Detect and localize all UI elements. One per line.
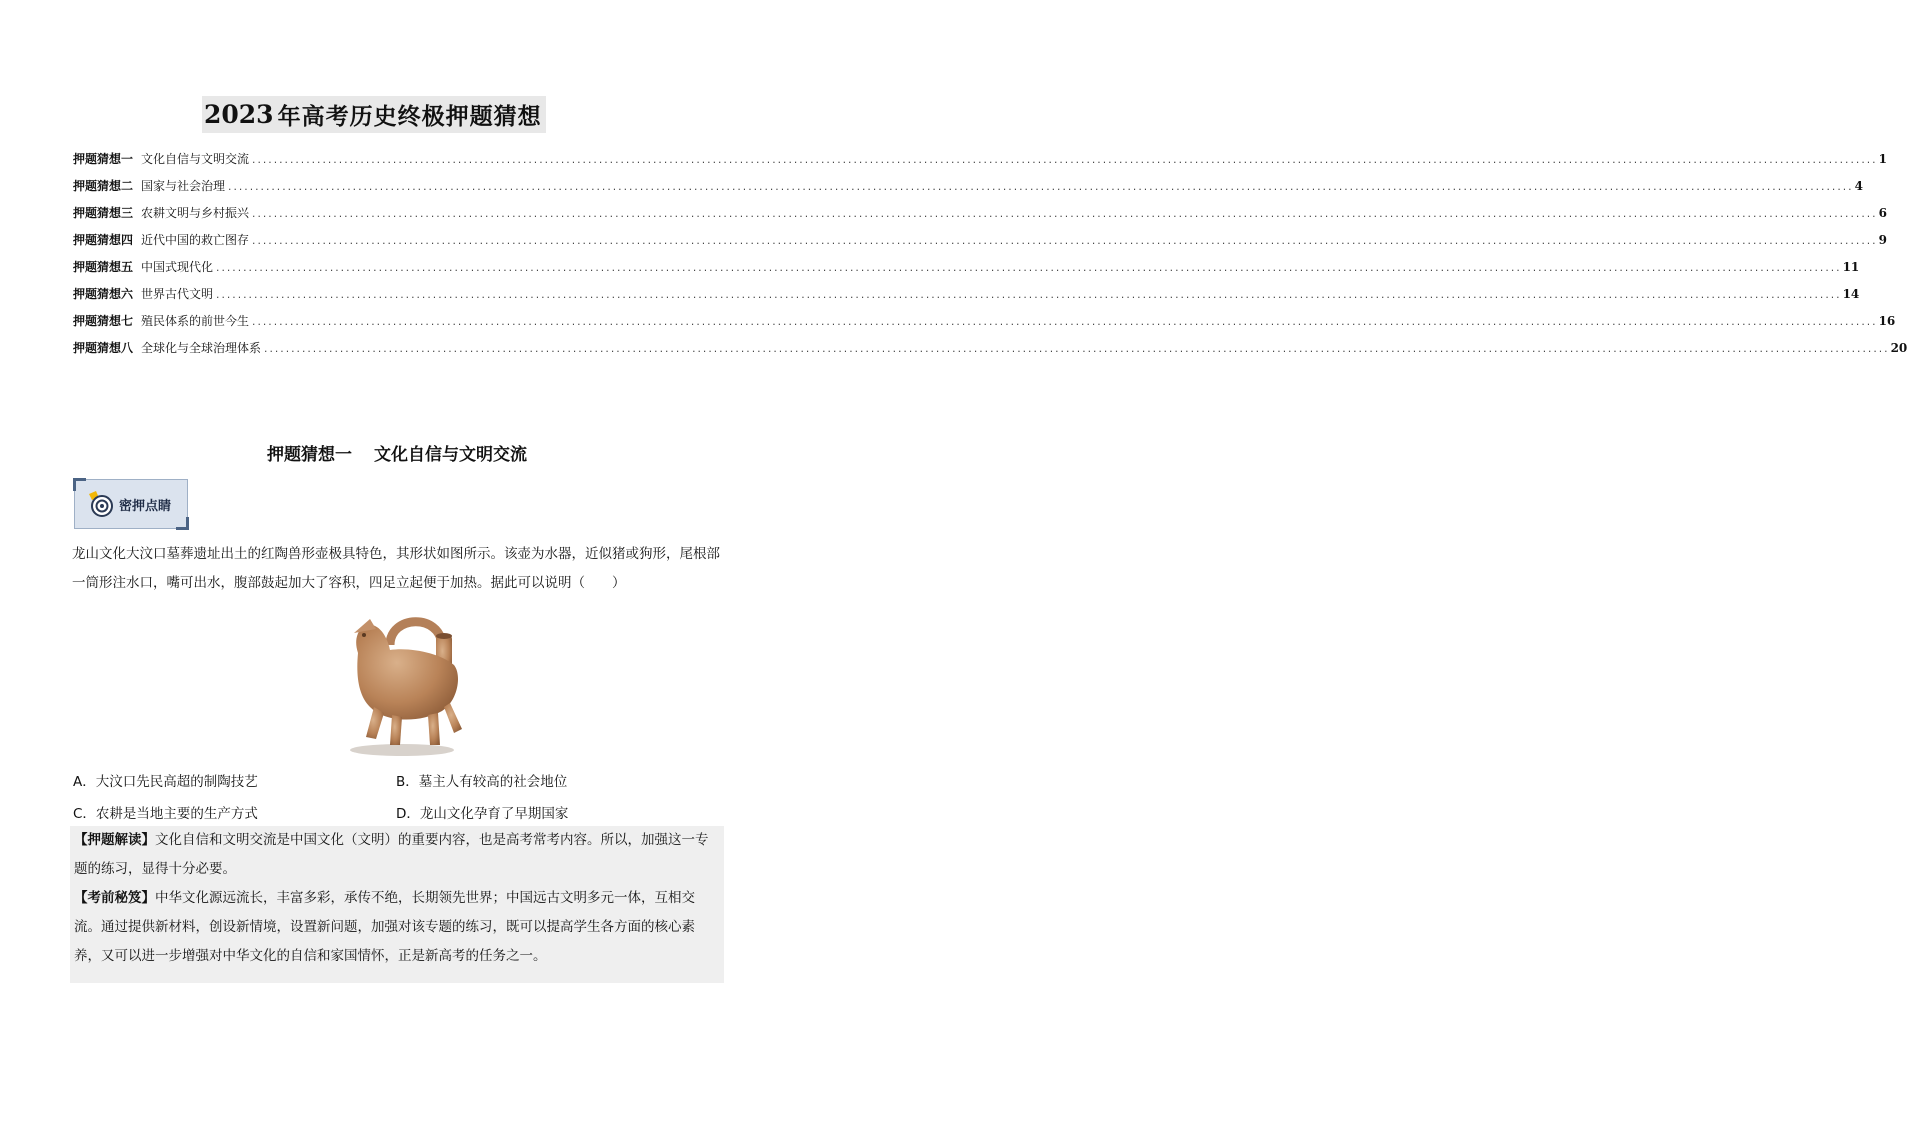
toc-item[interactable] xyxy=(73,312,1896,339)
document-title xyxy=(202,96,546,133)
toc-item-title: 全球化与全球治理体系 xyxy=(141,341,262,355)
toc-dot-leader: ............................................................................................................................................................................................................................................................................................................ xyxy=(251,318,1877,328)
toc-item-title: 文化自信与文明交流 xyxy=(141,152,250,166)
toc-item-page: 6 xyxy=(1878,206,1887,220)
toc-item-page: 14 xyxy=(1842,287,1860,301)
toc-item[interactable] xyxy=(73,150,1887,177)
toc-item-title: 农耕文明与乡村振兴 xyxy=(141,206,250,220)
toc-item-page: 9 xyxy=(1878,233,1887,247)
option-b[interactable]: B．墓主人有较高的社会地位 xyxy=(396,774,568,790)
toc-item-label: 押题猜想六 xyxy=(73,287,134,301)
toc-item-title: 近代中国的救亡图存 xyxy=(141,233,250,247)
pottery-vessel-image xyxy=(330,605,470,760)
toc-item-title: 殖民体系的前世今生 xyxy=(141,314,250,328)
analysis-tag-1: 【押题解读】 xyxy=(74,832,155,848)
toc-item[interactable] xyxy=(73,285,1860,312)
toc-item-page: 1 xyxy=(1878,152,1887,166)
badge-label: 密押点睛 xyxy=(119,498,172,514)
analysis-text-2: 中华文化源远流长，丰富多彩，承传不绝，长期领先世界；中国远古文明多元一体，互相交流。通过提供新材料，创设新情境，设置新问题，加强对该专题的练习，既可以提高学生各方面的核心素养，又可以进一步增强对中华文化的自信和家国情怀，正是新高考的任务之一。 xyxy=(74,890,695,964)
option-c[interactable]: C．农耕是当地主要的生产方式 xyxy=(73,806,258,822)
toc-item-page: 11 xyxy=(1842,260,1860,274)
analysis-text-1: 文化自信和文明交流是中国文化（文明）的重要内容，也是高考常考内容。所以，加强这一专题的练习，显得十分必要。 xyxy=(74,832,709,877)
toc-item-label: 押题猜想一 xyxy=(73,152,134,166)
toc-item-label: 押题猜想四 xyxy=(73,233,134,247)
toc-item-label: 押题猜想三 xyxy=(73,206,134,220)
badge-corner xyxy=(73,478,86,491)
badge-corner xyxy=(176,517,189,530)
toc-item-title: 国家与社会治理 xyxy=(141,179,226,193)
toc-item-page: 16 xyxy=(1878,314,1896,328)
section-heading xyxy=(0,440,794,465)
toc-item[interactable] xyxy=(73,231,1887,258)
title-year: 2023 xyxy=(204,100,274,129)
section-title: 文化自信与文明交流 xyxy=(374,445,527,465)
target-icon xyxy=(87,490,115,518)
option-d[interactable]: D．龙山文化孕育了早期国家 xyxy=(396,806,569,822)
analysis-paragraph-1 xyxy=(70,826,724,884)
analysis-paragraph-2 xyxy=(70,884,724,971)
toc-dot-leader: ............................................................................................................................................................................................................................................................................................................ xyxy=(215,291,1841,301)
toc-item-label: 押题猜想八 xyxy=(73,341,134,355)
toc-item-label: 押题猜想二 xyxy=(73,179,134,193)
toc-dot-leader: ............................................................................................................................................................................................................................................................................................................ xyxy=(251,156,1877,166)
toc-item-title: 中国式现代化 xyxy=(141,260,214,274)
toc-dot-leader: ............................................................................................................................................................................................................................................................................................................ xyxy=(215,264,1841,274)
question-stem: 龙山文化大汶口墓葬遗址出土的红陶兽形壶极具特色，其形状如图所示。该壶为水器，近似猪或狗形，尾根部一筒形注水口，嘴可出水，腹部鼓起加大了容积，四足立起便于加热。据此可以说明（ ） xyxy=(72,546,720,591)
toc-item-title: 世界古代文明 xyxy=(141,287,214,301)
title-text: 年高考历史终极押题猜想 xyxy=(277,104,542,130)
toc-item[interactable] xyxy=(73,339,1907,366)
toc-dot-leader: ............................................................................................................................................................................................................................................................................................................ xyxy=(251,237,1877,247)
toc-item-label: 押题猜想五 xyxy=(73,260,134,274)
analysis-tag-2: 【考前秘笈】 xyxy=(74,890,155,906)
toc-item-page: 20 xyxy=(1890,341,1907,355)
key-points-badge xyxy=(74,479,188,529)
option-a[interactable]: A．大汶口先民高超的制陶技艺 xyxy=(73,774,258,790)
section-label: 押题猜想一 xyxy=(267,445,352,465)
toc-item-label: 押题猜想七 xyxy=(73,314,134,328)
toc-item[interactable] xyxy=(73,204,1887,231)
toc-item-page: 4 xyxy=(1854,179,1863,193)
toc-dot-leader: ............................................................................................................................................................................................................................................................................................................ xyxy=(227,183,1853,193)
analysis-box xyxy=(70,826,724,983)
toc-item[interactable] xyxy=(73,177,1863,204)
toc-dot-leader: ............................................................................................................................................................................................................................................................................................................ xyxy=(251,210,1877,220)
table-of-contents xyxy=(73,150,1907,366)
toc-item[interactable] xyxy=(73,258,1860,285)
toc-dot-leader: ............................................................................................................................................................................................................................................................................................................ xyxy=(263,345,1889,355)
